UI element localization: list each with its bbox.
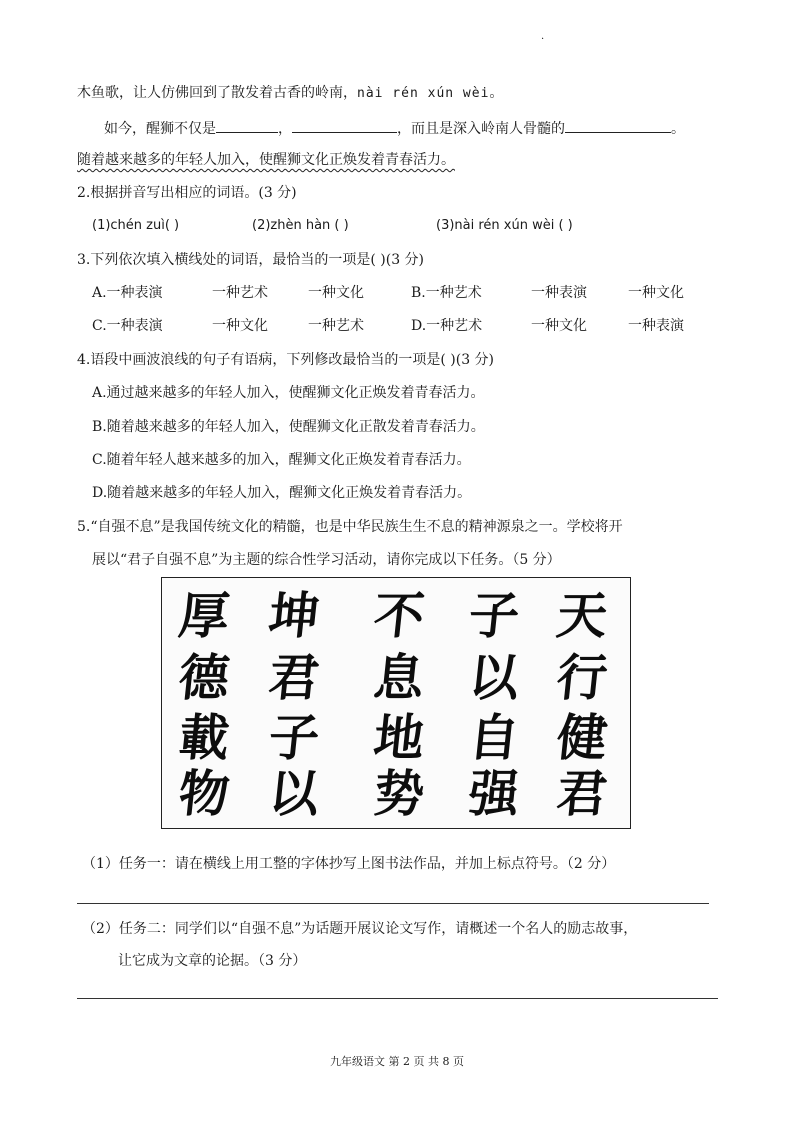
q2-item-1[interactable]: (1)chén zuì( ): [92, 218, 180, 233]
calli-char: 不: [370, 586, 428, 645]
calli-char: 以: [465, 648, 523, 707]
q3-option-b[interactable]: B.一种艺术: [411, 285, 482, 301]
fill-blank-1[interactable]: [216, 118, 278, 133]
q3-option-c[interactable]: C.一种表演: [92, 318, 163, 334]
wavy-sentence: 随着越来越多的年轻人加入，使醒狮文化正焕发着青春活力。: [77, 152, 455, 168]
task-1-answer-line[interactable]: [77, 903, 709, 904]
fill-blank-2[interactable]: [292, 118, 397, 133]
passage-text: 木鱼歌，让人仿佛回到了散发着古香的岭南，: [77, 85, 357, 101]
q3-option-b-word-2: 一种表演: [531, 285, 587, 301]
q4-option-c[interactable]: C.随着年轻人越来越多的加入，醒狮文化正焕发着青春活力。: [92, 452, 471, 468]
task-2-prompt-line-2: 让它成为文章的论据。（3 分）: [118, 953, 307, 969]
calli-char: 物: [175, 764, 233, 823]
calli-char: 君: [553, 764, 611, 823]
passage-line-1: 木鱼歌，让人仿佛回到了散发着古香的岭南，nài rén xún wèi。: [77, 85, 504, 101]
page-footer: 九年级语文 第 2 页 共 8 页: [330, 1055, 464, 1068]
question-5-line-1: 5.“自强不息”是我国传统文化的精髓，也是中华民族生生不息的精神源泉之一。学校将开: [77, 519, 623, 535]
question-4-title: 4.语段中画波浪线的句子有语病，下列修改最恰当的一项是( )(3 分): [77, 352, 495, 368]
passage-line-2: 如今，醒狮不仅是 ， ，而且是深入岭南人骨髓的 。: [104, 118, 685, 138]
q3-option-d[interactable]: D.一种艺术: [411, 318, 483, 334]
question-3-title: 3.下列依次填入横线处的词语，最恰当的一项是( )(3 分): [77, 252, 425, 268]
calli-char: 子: [465, 586, 523, 645]
task-2-answer-line[interactable]: [77, 998, 718, 999]
q3-option-a-word-3: 一种文化: [308, 285, 364, 301]
calli-char: 健: [553, 708, 611, 767]
q2-item-2[interactable]: (2)zhèn hàn ( ): [252, 218, 349, 233]
q3-option-c-word-3: 一种艺术: [308, 318, 364, 334]
q3-option-b-word-3: 一种文化: [628, 285, 684, 301]
q3-option-d-word-2: 一种文化: [531, 318, 587, 334]
task-2-prompt-line-1: （2）任务二：同学们以“自强不息”为话题开展议论文写作，请概述一个名人的励志故事，: [82, 921, 638, 937]
calli-char: 德: [175, 648, 233, 707]
calli-char: 以: [265, 764, 323, 823]
calli-char: 載: [175, 708, 233, 767]
calli-char: 势: [370, 764, 428, 823]
top-dot: .: [541, 31, 545, 42]
question-5-line-2: 展以“君子自强不息”为主题的综合性学习活动，请你完成以下任务。（5 分）: [92, 552, 561, 568]
calli-char: 坤: [265, 586, 323, 645]
task-1-prompt: （1）任务一：请在横线上用工整的字体抄写上图书法作品，并加上标点符号。（2 分）: [82, 856, 616, 872]
q3-option-a[interactable]: A.一种表演: [92, 285, 163, 301]
pinyin-text: nài rén xún wèi: [357, 86, 490, 101]
calli-char: 行: [553, 648, 611, 707]
calli-char: 天: [553, 586, 611, 645]
fill-blank-3[interactable]: [565, 118, 671, 133]
q4-option-d[interactable]: D.随着越来越多的年轻人加入，醒狮文化正焕发着青春活力。: [92, 485, 472, 501]
calli-char: 强: [465, 764, 523, 823]
q4-option-b[interactable]: B.随着越来越多的年轻人加入，使醒狮文化正散发着青春活力。: [92, 419, 485, 435]
q3-option-c-word-2: 一种文化: [212, 318, 268, 334]
q2-item-3[interactable]: (3)nài rén xún wèi ( ): [436, 218, 573, 233]
calli-char: 地: [370, 708, 428, 767]
calli-char: 子: [265, 708, 323, 767]
q3-option-a-word-2: 一种艺术: [212, 285, 268, 301]
calli-char: 厚: [175, 586, 233, 645]
calli-char: 君: [265, 648, 323, 707]
q4-option-a[interactable]: A.通过越来越多的年轻人加入，使醒狮文化正焕发着青春活力。: [92, 385, 485, 401]
calli-char: 息: [370, 648, 428, 707]
calligraphy-artwork: [161, 577, 631, 829]
question-2-title: 2.根据拼音写出相应的词语。(3 分): [77, 185, 297, 201]
calli-char: 自: [465, 708, 523, 767]
q3-option-d-word-3: 一种表演: [628, 318, 684, 334]
